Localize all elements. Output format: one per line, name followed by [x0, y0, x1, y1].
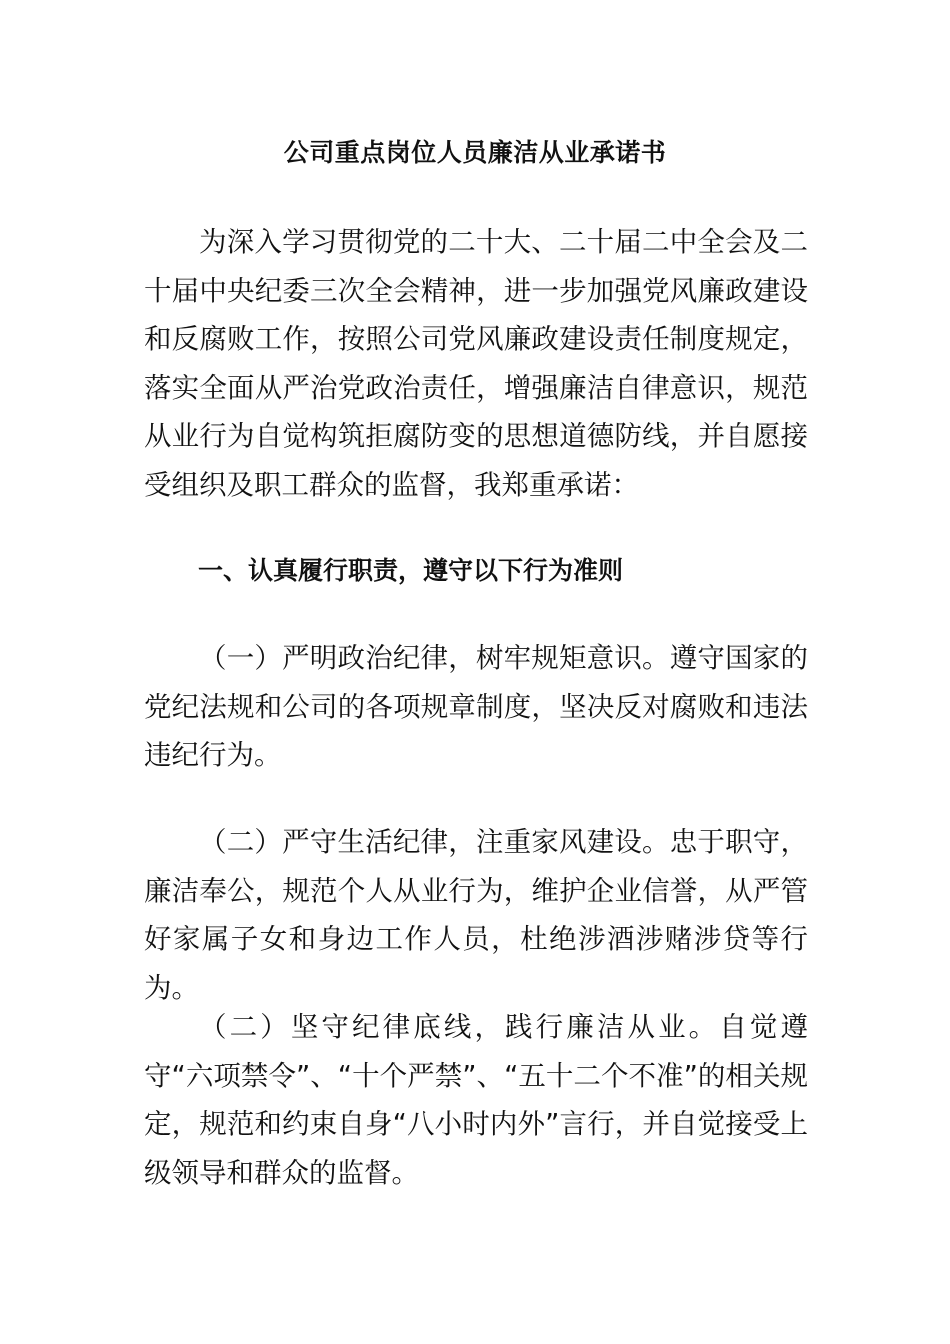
list-item: （二）严守生活纪律，注重家风建设。忠于职守，廉洁奉公，规范个人从业行为，维护企业信誉，从严管好家属子女和身边工作人员，杜绝涉酒涉赌涉贷等行为。	[144, 826, 808, 1004]
list-item: （一）严明政治纪律，树牢规矩意识。遵守国家的党纪法规和公司的各项规章制度，坚决反对腐败和违法违纪行为。	[144, 642, 808, 771]
section-heading: 一、认真履行职责，遵守以下行为准则	[198, 556, 624, 585]
document-title: 公司重点岗位人员廉洁从业承诺书	[283, 138, 667, 167]
list-item: （二）坚守纪律底线，践行廉洁从业。自觉遵守“六项禁令”、“十个严禁”、“五十二个不准”的相关规定，规范和约束自身“八小时内外”言行，并自觉接受上级领导和群众的监督。	[144, 1011, 808, 1189]
intro-paragraph: 为深入学习贯彻党的二十大、二十届二中全会及二十届中央纪委三次全会精神，进一步加强党风廉政建设和反腐败工作，按照公司党风廉政建设责任制度规定，落实全面从严治党政治责任，增强廉洁自律意识，规范从业行为自觉构筑拒腐防变的思想道德防线，并自愿接受组织及职工群众的监督，我郑重承诺：	[144, 226, 808, 501]
